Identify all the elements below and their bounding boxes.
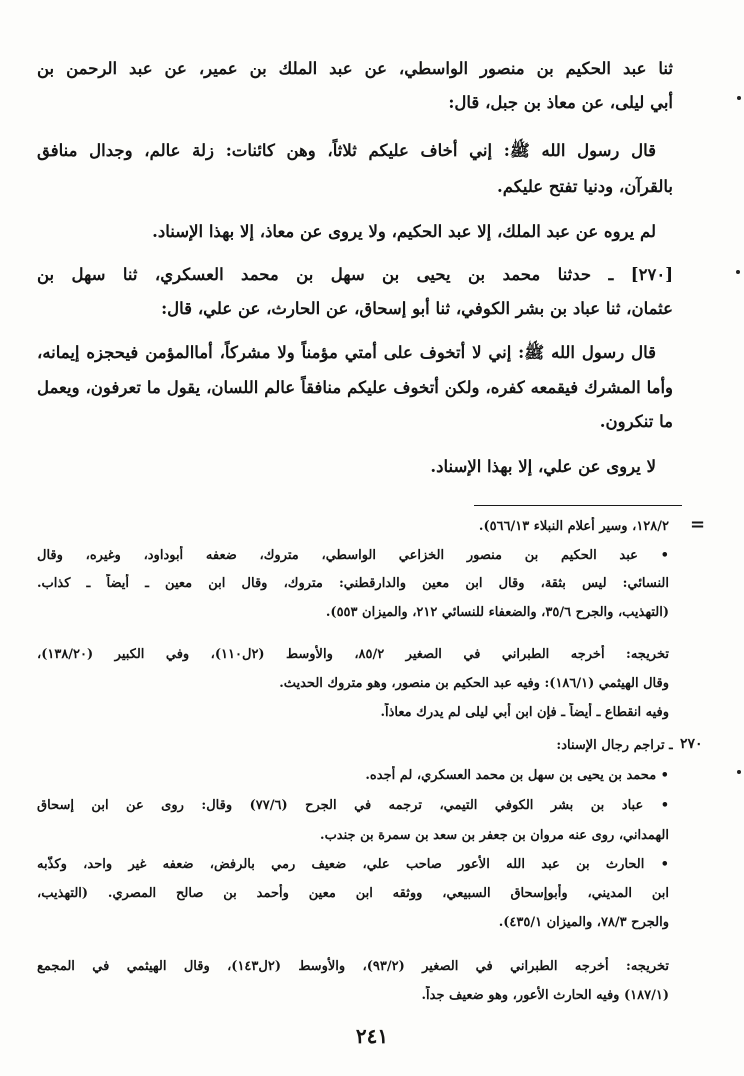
hadith-text-line: قال رسول الله ﷺ: إني لا أتخوف على أمتي مؤمناً ولا مشركاً، أماالمؤمن فيحجزه إيمانه، <box>37 343 656 362</box>
hadith-text-line: وأما المشرك فيقمعه كفره، ولكن أتخوف عليكم منافقاً عالم اللسان، يقول ما تعرفون، ويعمل <box>37 378 673 397</box>
footnote-line: وفيه انقطاع ـ أيضاً ـ فإن ابن أبي ليلى لم يدرك معاذاً. <box>380 705 669 720</box>
footnote-line: وقال الهيثمي (١٨٦/١): وفيه عبد الحكيم بن منصور، وهو متروك الحديث. <box>279 676 669 691</box>
isnad-remark: لا يروى عن علي، إلا بهذا الإسناد. <box>430 457 656 476</box>
footnote-line: ـ تراجم رجال الإسناد: <box>556 738 673 753</box>
hadith-heading-270: [٢٧٠] ـ حدثنا محمد بن يحيى بن سهل بن محمد العسكري، ثنا سهل بن <box>37 265 673 284</box>
footnote-line: الهمداني، روى عنه مروان بن جعفر بن سعد بن سمرة بن جندب. <box>320 828 669 843</box>
footnote-line: • عباد بن بشر الكوفي التيمي، ترجمه في الجرح (٧٧/٦) وقال: روى عن ابن إسحاق <box>37 798 669 813</box>
hadith-text-line: ما تنكرون. <box>599 412 673 431</box>
footnote-line: • الحارث بن عبد الله الأعور صاحب علي، ضعيف رمي بالرفض، ضعفه غير واحد، وكذّبه <box>37 857 669 872</box>
scan-margin-dot <box>737 770 741 774</box>
footnote-line: ١٢٨/٢، وسير أعلام النبلاء ٥٦٦/١٣). <box>478 519 669 534</box>
footnote-line: • عبد الحكيم بن منصور الخزاعي الواسطي، متروك، ضعفه أبوداود، وغيره، وقال <box>37 548 669 563</box>
isnad-remark: لم يروه عن عبد الملك، إلا عبد الحكيم، ولا يروى عن معاذ، إلا بهذا الإسناد. <box>152 222 656 241</box>
page-number: ٢٤١ <box>355 1024 389 1048</box>
footnote-line: تخريجه: أخرجه الطبراني في الصغير (٩٣/٢)، والأوسط (٢ل١٤٣)، وقال الهيثمي في المجمع <box>37 959 669 974</box>
main-text-line: ثنا عبد الحكيم بن منصور الواسطي، عن عبد الملك بن عمير، عن عبد الرحمن بن <box>37 59 673 78</box>
footnote-number: ٢٧٠ <box>680 736 703 752</box>
footnote-line: النسائي: ليس بثقة، وقال ابن معين والدارقطني: متروك، وقال ابن معين ـ أيضاً ـ كذاب. <box>37 576 669 591</box>
main-text-line: أبي ليلى، عن معاذ بن جبل، قال: <box>448 93 673 112</box>
footnote-line: (١٨٧/١) وفيه الحارث الأعور، وهو ضعيف جداً. <box>421 988 669 1003</box>
hadith-text-line: بالقرآن، ودنيا تفتح عليكم. <box>497 177 673 196</box>
scan-margin-dot <box>736 270 740 274</box>
footnote-line: ابن المديني، وأبوإسحاق السبيعي، ووثقه ابن معين وأحمد بن صالح المصري. (التهذيب، <box>37 886 669 901</box>
footnote-line: والجرح ٧٨/٣، والميزان ٤٣٥/١). <box>498 915 669 930</box>
footnote-line: تخريجه: أخرجه الطبراني في الصغير ٨٥/٢، والأوسط (٢ل١١٠)، وفي الكبير (١٣٨/٢٠)، <box>37 647 669 662</box>
footnote-line: • محمد بن يحيى بن سهل بن محمد العسكري، لم أجده. <box>365 768 669 783</box>
footnote-separator <box>474 505 682 506</box>
main-text-line: عثمان، ثنا عباد بن بشر الكوفي، ثنا أبو إسحاق، عن الحارث، عن علي، قال: <box>161 299 673 318</box>
scan-margin-dot <box>737 96 741 100</box>
hadith-text-line: قال رسول الله ﷺ: إني أخاف عليكم ثلاثاً، وهن كائنات: زلة عالم، وجدال منافق <box>37 141 656 160</box>
footnote-continuation-mark: = <box>690 514 706 535</box>
footnote-line: (التهذيب، والجرح ٣٥/٦، والضعفاء للنسائي ٢١٢، والميزان ٥٥٣). <box>325 605 669 620</box>
